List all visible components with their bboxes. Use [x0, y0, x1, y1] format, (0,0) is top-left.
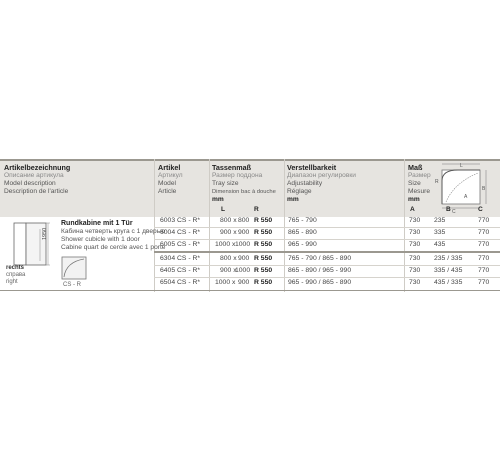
table-cell: 6004 CS - R*	[160, 229, 201, 236]
table-cell: Tassenmaß	[212, 163, 252, 172]
diagram-label-b: B	[482, 186, 486, 192]
table-cell: 965 - 990	[288, 241, 317, 248]
table-cell: R 550	[254, 241, 273, 248]
table-cell: Rundkabine mit 1 Tür	[61, 220, 133, 227]
table-cell: 770	[478, 255, 490, 262]
table-cell: 730	[409, 229, 421, 236]
table-cell: 770	[478, 217, 490, 224]
plan-diagram	[424, 161, 500, 213]
height-label: 1950	[42, 227, 48, 240]
table-cell: 865 - 890 / 965 - 990	[288, 267, 352, 274]
table-cell: 235 / 335	[434, 255, 463, 262]
table-cell: rechts	[6, 265, 25, 271]
table-cell: 1000	[235, 241, 251, 248]
table-cell: R	[254, 206, 259, 213]
table-cell: 900	[238, 229, 250, 236]
table-cell: 1000 x	[215, 279, 236, 286]
table-header	[0, 159, 500, 217]
table-cell: Model description	[4, 180, 56, 187]
diagram-label-c: C	[452, 209, 456, 213]
table-cell: Adjustability	[287, 180, 323, 187]
table-cell: R 550	[254, 267, 273, 274]
product-title-block	[61, 220, 165, 252]
table-cell: mm	[287, 196, 299, 203]
variant-label: CS - R	[63, 282, 81, 288]
table-cell: 900 x	[220, 229, 237, 236]
table-cell: 770	[478, 241, 490, 248]
header-tray-r	[254, 206, 259, 214]
col-divider	[404, 159, 405, 292]
table-cell: 800 x	[220, 255, 237, 262]
table-cell: 800	[238, 217, 250, 224]
table-cell: 730	[409, 267, 421, 274]
table-cell: C	[478, 206, 483, 213]
table-bottom-line	[0, 290, 500, 291]
table-cell: 770	[478, 267, 490, 274]
table-cell: 730	[409, 241, 421, 248]
diagram-label-a: A	[464, 194, 468, 200]
table-cell: 435	[434, 241, 446, 248]
table-cell: R 550	[254, 255, 273, 262]
table-cell: 6405 CS - R*	[160, 267, 201, 274]
table-cell: 900	[238, 279, 250, 286]
table-cell: Кабина четверть круга с 1 дверью	[61, 228, 166, 235]
table-cell: 435 / 335	[434, 279, 463, 286]
table-cell: 770	[478, 229, 490, 236]
table-cell: right	[6, 279, 18, 285]
table-cell: 1000	[235, 267, 251, 274]
header-article	[158, 164, 183, 196]
table-cell: 730	[409, 279, 421, 286]
header-description	[4, 164, 70, 196]
table-cell: Description de l'article	[4, 188, 69, 195]
header-tray	[212, 164, 276, 204]
row-divider	[154, 239, 500, 240]
row-divider	[154, 277, 500, 278]
table-cell: Artikel	[158, 163, 181, 172]
table-cell: 765 - 790	[288, 217, 317, 224]
table-cell: Артикул	[158, 172, 183, 179]
col-divider	[284, 159, 285, 292]
table-cell: Размер	[408, 172, 431, 179]
table-cell: A	[410, 206, 415, 213]
table-cell: Cabine quart de cercle avec 1 porte	[61, 244, 166, 251]
table-cell: Mesure	[408, 188, 430, 195]
table-cell: 6005 CS - R*	[160, 241, 201, 248]
table-cell: Описание артикула	[4, 172, 64, 179]
table-cell: 235	[434, 217, 446, 224]
table-cell: 900	[238, 255, 250, 262]
col-divider	[209, 159, 210, 292]
table-cell: 770	[478, 279, 490, 286]
header-tray-l	[221, 206, 225, 214]
header-size-a	[410, 206, 415, 214]
table-cell: Shower cubicle with 1 door	[61, 236, 140, 243]
table-cell: Tray size	[212, 180, 239, 187]
table-cell: справа	[6, 272, 26, 278]
table-cell: 900 x	[220, 267, 237, 274]
table-cell: 6304 CS - R*	[160, 255, 201, 262]
table-cell: 6504 CS - R*	[160, 279, 201, 286]
table-cell: Artikelbezeichnung	[4, 163, 71, 172]
side-label	[6, 265, 25, 286]
table-cell: mm	[212, 196, 224, 203]
diagram-label-r: R	[435, 179, 439, 185]
table-cell: 1000 x	[215, 241, 236, 248]
table-cell: Dimension bac à douche	[212, 189, 276, 195]
table-cell: 865 - 890	[288, 229, 317, 236]
table-cell: Размер поддона	[212, 172, 263, 179]
table-cell: 800 x	[220, 217, 237, 224]
tray-thumbnail	[61, 256, 87, 280]
table-cell: Диапазон регулировки	[287, 172, 356, 179]
row-divider	[154, 227, 500, 228]
table-cell: R 550	[254, 279, 273, 286]
header-adjust	[287, 164, 356, 204]
diagram-label-l: L	[460, 163, 463, 169]
table-cell: L	[221, 206, 226, 213]
table-cell: 730	[409, 217, 421, 224]
table-cell: Article	[158, 188, 177, 195]
table-cell: 765 - 790 / 865 - 890	[288, 255, 352, 262]
table-cell: 335	[434, 229, 446, 236]
table-cell: 6003 CS - R*	[160, 217, 201, 224]
table-cell: mm	[408, 196, 420, 203]
table-cell: Verstellbarkeit	[287, 163, 337, 172]
table-cell: 335 / 435	[434, 267, 463, 274]
table-cell: R 550	[254, 229, 273, 236]
table-cell: Maß	[408, 163, 423, 172]
table-cell: Réglage	[287, 188, 312, 195]
table-cell: R 550	[254, 217, 273, 224]
group-divider	[154, 251, 500, 253]
row-divider	[154, 265, 500, 266]
table-cell: Size	[408, 180, 421, 187]
table-cell: B	[446, 206, 451, 213]
table-cell: 730	[409, 255, 421, 262]
table-cell: Model	[158, 180, 176, 187]
table-cell: 965 - 990 / 865 - 890	[288, 279, 352, 286]
